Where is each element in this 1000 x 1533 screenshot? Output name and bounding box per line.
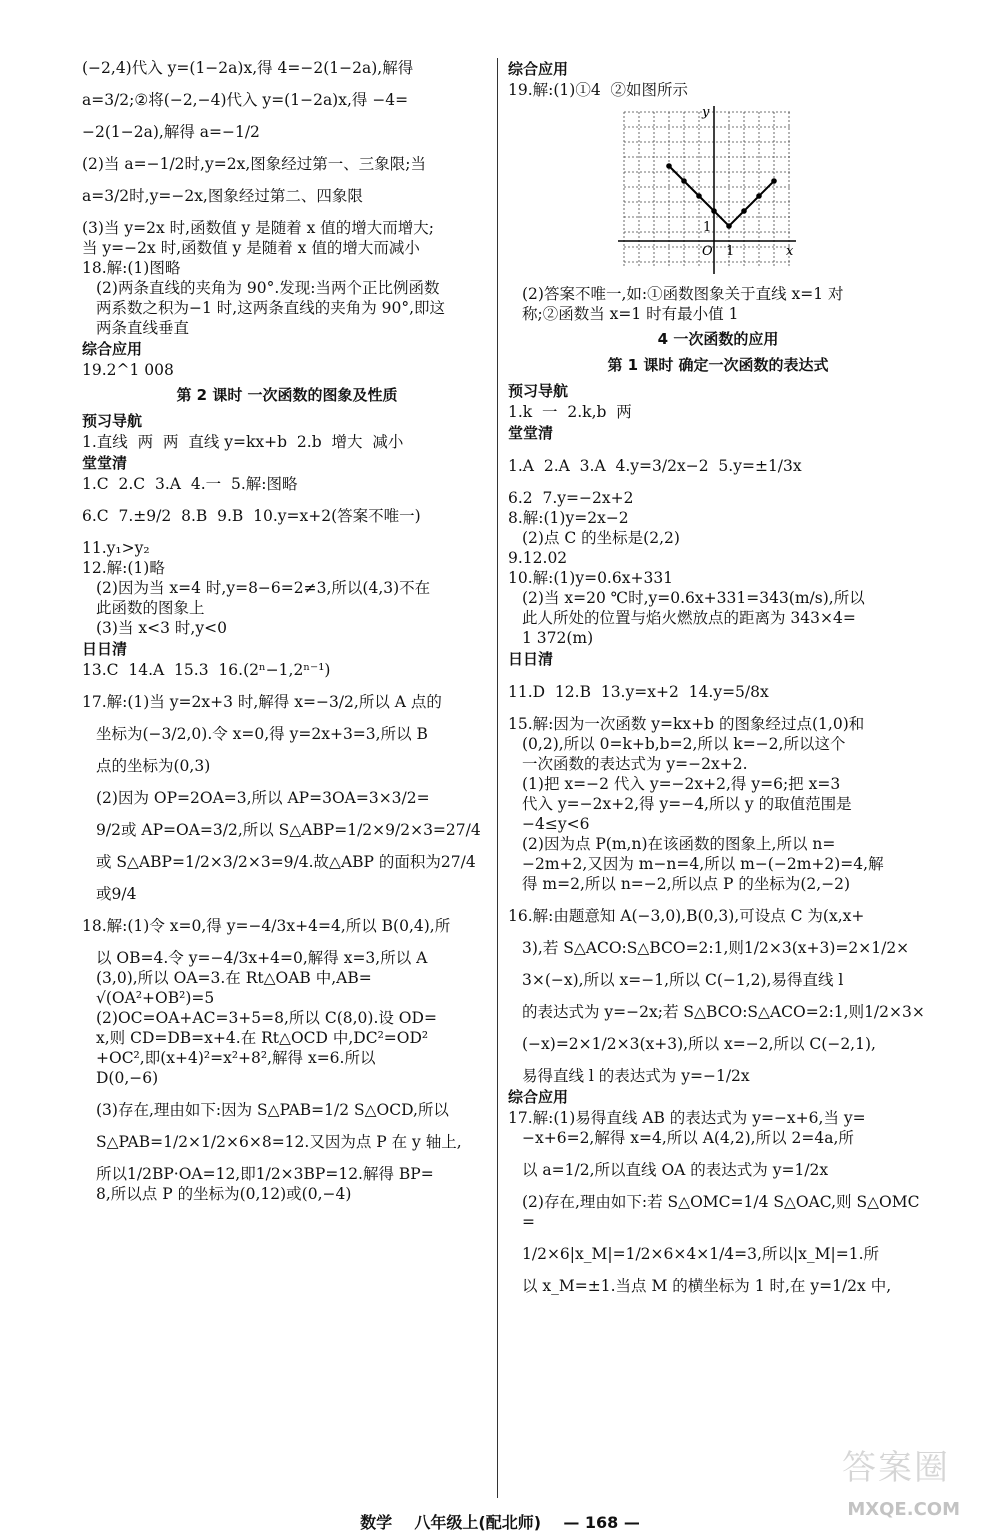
- answer-line: 或9/4: [96, 885, 137, 903]
- graph-point: [741, 208, 747, 214]
- answer-line: 1.k 一 2.k,b 两: [508, 403, 632, 421]
- watermark-brand: 答案圈: [842, 1448, 950, 1488]
- answer-line: (3,0),所以 OA=3.在 Rt△OAB 中,AB=: [96, 969, 372, 987]
- answer-line: (−2,4)代入 y=(1−2a)x,得 4=−2(1−2a),解得: [82, 59, 414, 77]
- answer-line: 16.解:由题意知 A(−3,0),B(0,3),可设点 C 为(x,x+: [508, 907, 865, 925]
- answer-line: 11.D 12.B 13.y=x+2 14.y=5/8x: [508, 683, 769, 701]
- answer-line: (2)因为点 P(m,n)在该函数的图象上,所以 n=: [522, 835, 836, 853]
- page-number: — 168 —: [563, 1513, 640, 1532]
- answer-line: 点的坐标为(0,3): [96, 757, 211, 775]
- answer-line: a=3/2时,y=−2x,图象经过第二、四象限: [82, 187, 363, 205]
- section-heading: 堂堂清: [508, 424, 554, 442]
- y-tick-label: 1: [703, 220, 712, 235]
- answer-line: S△PAB=1/2×1/2×6×8=12.又因为点 P 在 y 轴上,: [96, 1133, 462, 1151]
- answer-line: −x+6=2,解得 x=4,所以 A(4,2),所以 2=4a,所: [522, 1129, 854, 1147]
- section-heading: 综合应用: [82, 340, 143, 358]
- section-heading: 日日清: [508, 650, 554, 668]
- graph-figure: [618, 104, 928, 278]
- answer-line: 3),若 S△ACO:S△BCO=2:1,则1/2×3(x+3)=2×1/2×: [522, 939, 910, 957]
- answer-line: +OC²,即(x+4)²=x²+8²,解得 x=6.所以: [96, 1049, 376, 1067]
- answer-line: 称;②函数当 x=1 时有最小值 1: [522, 305, 739, 323]
- left-column: [82, 58, 492, 1204]
- graph-point: [696, 193, 702, 199]
- answer-line: (2)点 C 的坐标是(2,2): [522, 529, 680, 547]
- answer-line: −4≤y<6: [522, 815, 590, 833]
- answer-line: 1 372(m): [522, 629, 594, 647]
- graph-point: [756, 193, 762, 199]
- section-heading: 综合应用: [508, 60, 569, 78]
- section-heading: 综合应用: [508, 1088, 569, 1106]
- answer-line: 9/2或 AP=OA=3/2,所以 S△ABP=1/2×9/2×3=27/4: [96, 821, 481, 839]
- answer-line: (1)把 x=−2 代入 y=−2x+2,得 y=6;把 x=3: [522, 775, 841, 793]
- answer-line: −2(1−2a),解得 a=−1/2: [82, 123, 260, 141]
- answer-line: 17.解:(1)当 y=2x+3 时,解得 x=−3/2,所以 A 点的: [82, 693, 442, 711]
- graph-point: [711, 208, 717, 214]
- x-axis-label: x: [786, 244, 794, 259]
- answer-line: 易得直线 l 的表达式为 y=−1/2x: [522, 1067, 750, 1085]
- answer-line: 17.解:(1)易得直线 AB 的表达式为 y=−x+6,当 y=: [508, 1109, 866, 1127]
- section-heading: 堂堂清: [82, 454, 128, 472]
- answer-line: 18.解:(1)令 x=0,得 y=−4/3x+4=4,所以 B(0,4),所: [82, 917, 451, 935]
- answer-line: 8.解:(1)y=2x−2: [508, 509, 629, 527]
- answer-line: 以 x_M=±1.当点 M 的横坐标为 1 时,在 y=1/2x 中,: [522, 1277, 892, 1295]
- answer-line: 得 m=2,所以 n=−2,所以点 P 的坐标为(2,−2): [522, 875, 851, 893]
- answer-line: (2)因为 OP=2OA=3,所以 AP=3OA=3×3/2=: [96, 789, 430, 807]
- answer-line: (2)因为当 x=4 时,y=8−6=2≠3,所以(4,3)不在: [96, 579, 431, 597]
- answer-line: 1.A 2.A 3.A 4.y=3/2x−2 5.y=±1/3x: [508, 457, 802, 475]
- answer-line: 两条直线垂直: [96, 319, 190, 337]
- answer-line: 的表达式为 y=−2x;若 S△BCO:S△ACO=2:1,则1/2×3×: [522, 1003, 925, 1021]
- answer-line: 8,所以点 P 的坐标为(0,12)或(0,−4): [96, 1185, 352, 1203]
- answer-line: −2m+2,又因为 m−n=4,所以 m−(−2m+2)=4,解: [522, 855, 884, 873]
- graph-point: [726, 223, 732, 229]
- answer-line: 6.C 7.±9/2 8.B 9.B 10.y=x+2(答案不唯一): [82, 507, 421, 525]
- section-heading: 预习导航: [508, 382, 569, 400]
- answer-line: (2)两条直线的夹角为 90°.发现:当两个正比例函数: [96, 279, 440, 297]
- answer-line: 9.12.02: [508, 549, 568, 567]
- answer-line: 或 S△ABP=1/2×3/2×3=9/4.故△ABP 的面积为27/4: [96, 853, 476, 871]
- answer-line: 一次函数的表达式为 y=−2x+2.: [522, 755, 748, 773]
- watermark-logo: [810, 1440, 960, 1520]
- answer-line: x,则 CD=DB=x+4.在 Rt△OCD 中,DC²=OD²: [96, 1029, 429, 1047]
- answer-line: 11.y₁>y₂: [82, 539, 150, 557]
- answer-line: (0,2),所以 0=k+b,b=2,所以 k=−2,所以这个: [522, 735, 846, 753]
- answer-line: 19.解:(1)①4 ②如图所示: [508, 81, 689, 99]
- answer-line: (2)当 x=20 ℃时,y=0.6x+331=343(m/s),所以: [522, 589, 865, 607]
- lesson-title: 第 2 课时 一次函数的图象及性质: [176, 386, 398, 404]
- column-divider: [497, 58, 498, 1498]
- answer-line: 13.C 14.A 15.3 16.(2ⁿ−1,2ⁿ⁻¹): [82, 661, 331, 679]
- footer-grade: 八年级上(配北师): [414, 1513, 542, 1532]
- right-column: [508, 58, 928, 1296]
- answer-line: 此人所处的位置与焰火燃放点的距离为 343×4=: [522, 609, 856, 627]
- y-axis-label: y: [702, 105, 710, 120]
- answer-line: √(OA²+OB²)=5: [96, 989, 215, 1007]
- answer-line: (2)当 a=−1/2时,y=2x,图象经过第一、三象限;当: [82, 155, 426, 173]
- answer-line: 以 a=1/2,所以直线 OA 的表达式为 y=1/2x: [522, 1161, 829, 1179]
- answer-line: 15.解:因为一次函数 y=kx+b 的图象经过点(1,0)和: [508, 715, 865, 733]
- watermark-site: MXQE.COM: [847, 1499, 960, 1520]
- answer-line: 1.C 2.C 3.A 4.一 5.解:图略: [82, 475, 298, 493]
- answer-line: 3×(−x),所以 x=−1,所以 C(−1,2),易得直线 l: [522, 971, 844, 989]
- graph-point: [681, 178, 687, 184]
- answer-line: D(0,−6): [96, 1069, 159, 1087]
- answer-line: 18.解:(1)图略: [82, 259, 181, 277]
- answer-line: 10.解:(1)y=0.6x+331: [508, 569, 674, 587]
- answer-line: 当 y=−2x 时,函数值 y 是随着 x 值的增大而减小: [82, 239, 420, 257]
- answer-line: 19.2^1 008: [82, 361, 174, 379]
- graph-point: [771, 178, 777, 184]
- function-graph: [618, 104, 798, 274]
- section-heading: 日日清: [82, 640, 128, 658]
- answer-line: 此函数的图象上: [96, 599, 205, 617]
- answer-line: 代入 y=−2x+2,得 y=−4,所以 y 的取值范围是: [522, 795, 852, 813]
- section-heading: 预习导航: [82, 412, 143, 430]
- answer-line: 所以1/2BP·OA=12,即1/2×3BP=12.解得 BP=: [96, 1165, 434, 1183]
- answer-line: (3)存在,理由如下:因为 S△PAB=1/2 S△OCD,所以: [96, 1101, 449, 1119]
- answer-line: (2)OC=OA+AC=3+5=8,所以 C(8,0).设 OD=: [96, 1009, 437, 1027]
- graph-point: [666, 163, 672, 169]
- answer-line: 6.2 7.y=−2x+2: [508, 489, 634, 507]
- lesson-title: 第 1 课时 确定一次函数的表达式: [607, 356, 829, 374]
- answer-line: 12.解:(1)略: [82, 559, 165, 577]
- answer-line: (3)当 x<3 时,y<0: [96, 619, 227, 637]
- answer-line: (2)存在,理由如下:若 S△OMC=1/4 S△OAC,则 S△OMC=: [522, 1193, 920, 1231]
- answer-line: 1.直线 两 两 直线 y=kx+b 2.b 增大 减小: [82, 433, 404, 451]
- answer-line: 坐标为(−3/2,0).令 x=0,得 y=2x+3=3,所以 B: [96, 725, 428, 743]
- footer-subject: 数学: [360, 1513, 393, 1532]
- answer-line: 1/2×6|x_M|=1/2×6×4×1/4=3,所以|x_M|=1.所: [522, 1245, 880, 1263]
- answer-line: a=3/2;②将(−2,−4)代入 y=(1−2a)x,得 −4=: [82, 91, 409, 109]
- x-tick-label: 1: [726, 244, 735, 259]
- answer-line: (−x)=2×1/2×3(x+3),所以 x=−2,所以 C(−2,1),: [522, 1035, 876, 1053]
- answer-line: (3)当 y=2x 时,函数值 y 是随着 x 值的增大而增大;: [82, 219, 435, 237]
- answer-line: (2)答案不唯一,如:①函数图象关于直线 x=1 对: [522, 285, 844, 303]
- answer-line: 两系数之积为−1 时,这两条直线的夹角为 90°,即这: [96, 299, 446, 317]
- origin-label: O: [702, 244, 713, 259]
- lesson-title: 4 一次函数的应用: [657, 330, 779, 348]
- answer-line: 以 OB=4.令 y=−4/3x+4=0,解得 x=3,所以 A: [96, 949, 428, 967]
